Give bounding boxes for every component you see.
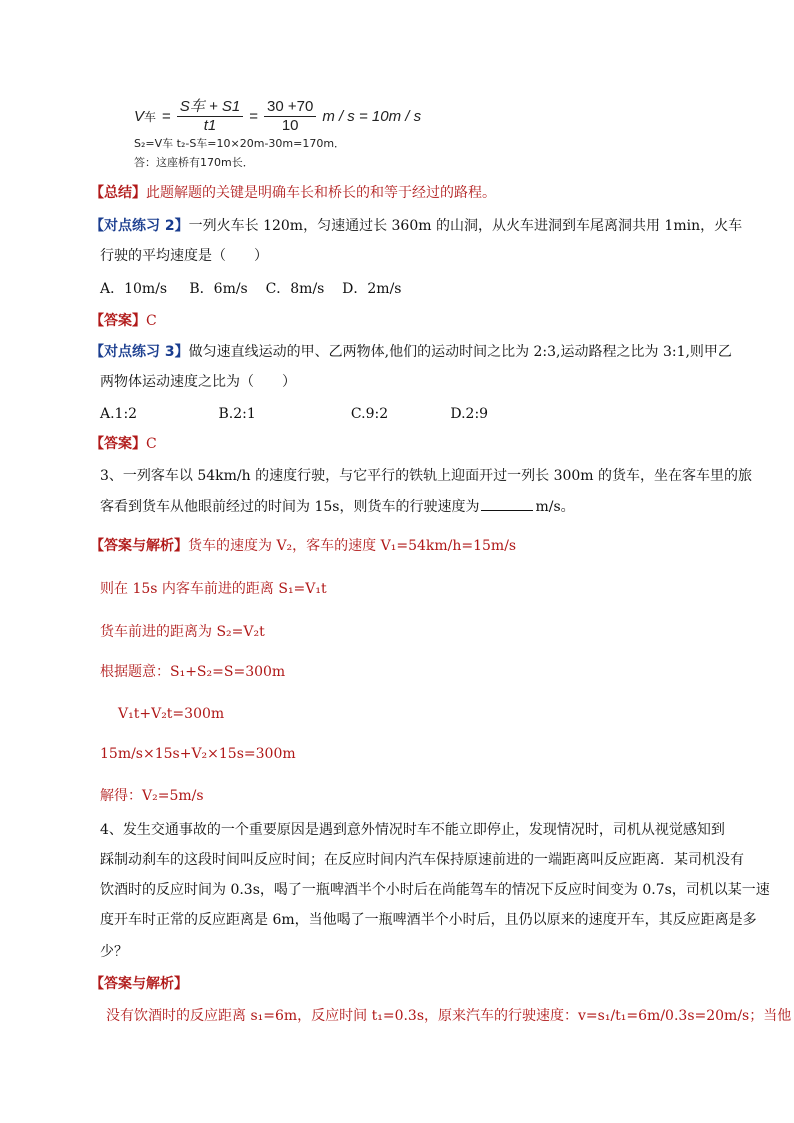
question-3-analysis-5: V₁t+V₂t=300m (118, 706, 225, 722)
practice-2-line-1: 【对点练习 2】一列火车长 120m，匀速通过长 360m 的山洞，从火车进洞到车尾离洞共用 1min，火车 (90, 218, 743, 234)
question-3-line-1: 3、一列客车以 54km/h 的速度行驶，与它平行的铁轨上迎面开过一列长 300m 的货车，坐在客车里的旅 (100, 468, 753, 484)
question-3-analysis-1: 【答案与解析】货车的速度为 V₂，客车的速度 V₁=54km/h=15m/s (90, 538, 517, 554)
option-d: D.2:9 (450, 406, 489, 422)
question-4-analysis-tag: 【答案与解析】 (90, 976, 188, 992)
question-3-analysis-2: 则在 15s 内客车前进的距离 S₁=V₁t (100, 581, 327, 597)
formula-fraction-2: $\frac{30 +70}{10}$ (264, 98, 316, 135)
s2-calculation: S₂=V车 t₂-S车=10×20m-30m=170m． (134, 137, 346, 150)
practice-3-line-2: 两物体运动速度之比为（ ） (100, 374, 296, 390)
question-4-line-2: 踩制动刹车的这段时间叫反应时间；在反应时间内汽车保持原速前进的一端距离叫反应距离．某司机没有 (100, 852, 744, 868)
formula-equals-2: = (249, 108, 259, 125)
practice-2-answer: 【答案】C (90, 313, 157, 329)
question-4-line-4: 度开车时正常的反应距离是 6m，当他喝了一瓶啤酒半个小时后，且仍以原来的速度开车，其反应距离是多 (100, 912, 757, 928)
formula-fraction-1: $\frac{\text{S车 + S1}}{t1}$ (177, 98, 243, 135)
practice-2-line-2: 行驶的平均速度是（ ） (100, 248, 268, 264)
question-3-analysis-4: 根据题意：S₁+S₂=S=300m (100, 664, 286, 680)
velocity-formula (134, 98, 421, 135)
option-d: D．2m/s (342, 281, 402, 297)
answer-blank (481, 496, 533, 511)
formula-lhs: V车 (134, 108, 157, 125)
question-3-analysis-7: 解得：V₂=5m/s (100, 788, 204, 804)
option-c: C．8m/s (265, 281, 325, 297)
practice-3-options (100, 404, 722, 424)
practice-3-answer: 【答案】C (90, 436, 157, 452)
option-c: C.9:2 (350, 406, 389, 422)
question-4-line-5: 少？ (100, 944, 128, 960)
option-b: B．6m/s (189, 281, 248, 297)
option-b: B.2:1 (218, 406, 256, 422)
formula-equals: = (162, 108, 171, 125)
practice-2-options (100, 279, 722, 299)
question-4-line-3: 饮酒时的反应时间为 0.3s，喝了一瓶啤酒半个小时后在尚能驾车的情况下反应时间变为 0.7s，司机以某一速 (100, 882, 770, 898)
option-a: A.1:2 (100, 406, 138, 422)
question-4-analysis: 没有饮酒时的反应距离 s₁=6m，反应时间 t₁=0.3s，原来汽车的行驶速度：v=s₁/t₁=6m/0.3s=20m/s；当他 (106, 1008, 792, 1024)
summary: 【总结】此题解题的关键是明确车长和桥长的和等于经过的路程。 (90, 185, 496, 201)
question-4-line-1: 4、发生交通事故的一个重要原因是遇到意外情况时车不能立即停止，发现情况时，司机从视觉感知到 (100, 822, 725, 838)
question-3-line-2: 客看到货车从他眼前经过的时间为 15s，则货车的行驶速度为 m/s。 (100, 496, 722, 517)
bridge-answer: 答：这座桥有170m长． (134, 156, 254, 169)
question-3-analysis-3: 货车前进的距离为 S₂=V₂t (100, 624, 265, 640)
formula-result: m / s = 10m / s (322, 108, 422, 125)
question-3-analysis-6: 15m/s×15s+V₂×15s=300m (100, 746, 296, 762)
practice-3-line-1: 【对点练习 3】做匀速直线运动的甲、乙两物体,他们的运动时间之比为 2:3,运动路程之比为 3:1,则甲乙 (90, 344, 732, 360)
option-a: A．10m/s (100, 281, 168, 297)
